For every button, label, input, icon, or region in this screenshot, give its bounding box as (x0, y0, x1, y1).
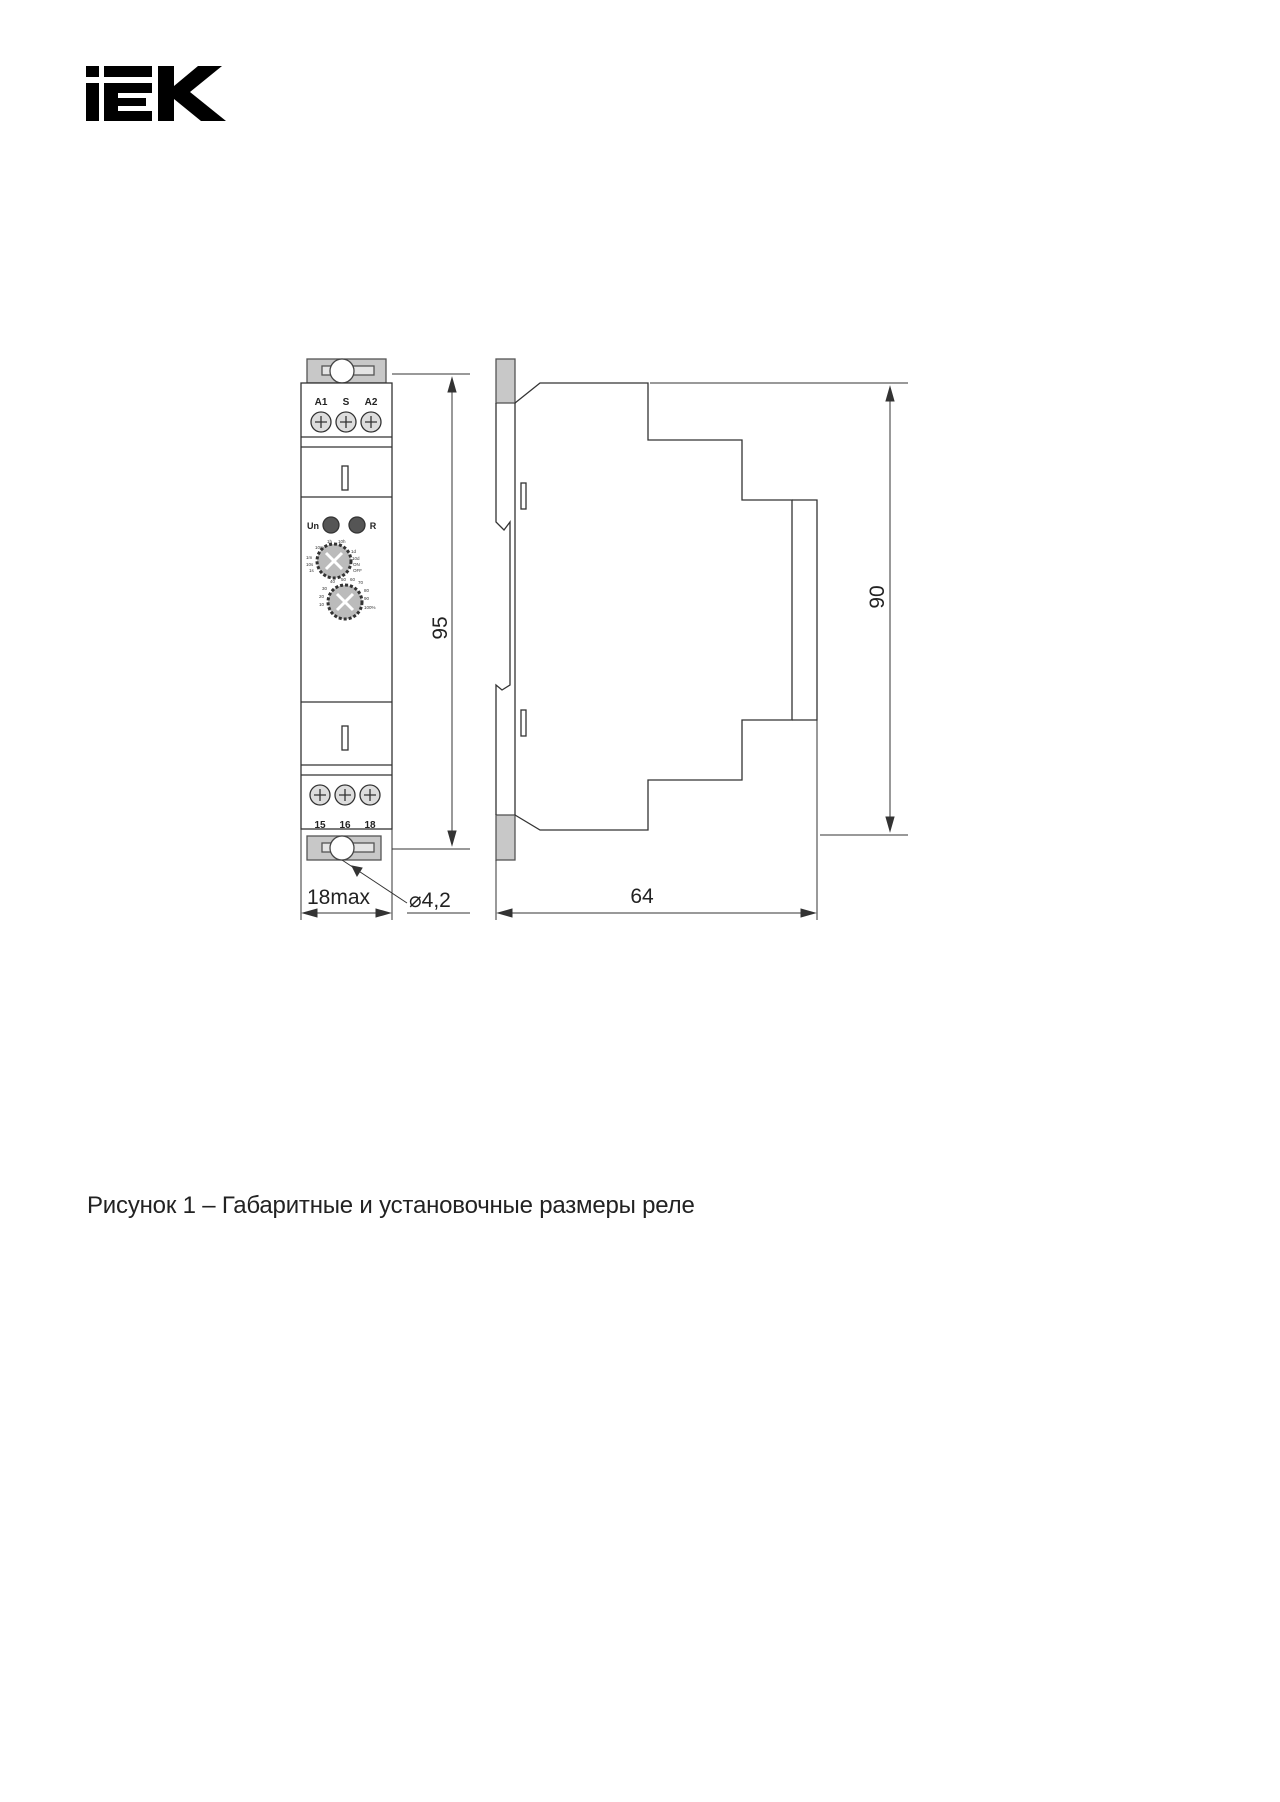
dial-percent-label: 60 (350, 577, 356, 582)
dial-time-label: 10s (306, 562, 314, 567)
terminal-15-label: 15 (314, 820, 326, 831)
terminal-a1-label: A1 (314, 397, 328, 408)
led-un-label: Un (307, 521, 319, 531)
dial-percent-label: 10 (319, 602, 325, 607)
dial-time-label: 10m (315, 545, 324, 550)
dial-time-label: OFF (353, 568, 362, 573)
dial-time-label: 1h (327, 539, 333, 544)
front-view (301, 359, 392, 860)
dial-percent-label: 90 (364, 596, 370, 601)
terminal-16-label: 16 (339, 820, 351, 831)
terminal-s-label: S (342, 397, 350, 408)
dial-time-label: 10h (338, 539, 346, 544)
dial-percent-label: 50 (341, 577, 347, 582)
dimension-hole-diameter: ⌀4,2 (409, 889, 451, 912)
dial-percent-label: 100% (364, 605, 376, 610)
dial-time-label: 1s (309, 568, 314, 573)
dial-time-label: 1m (306, 555, 313, 560)
led-r-label: R (369, 521, 377, 531)
dial-percent-label: 80 (364, 588, 370, 593)
terminal-a2-label: A2 (364, 397, 378, 408)
figure-caption: Рисунок 1 – Габаритные и установочные размеры реле (87, 1192, 695, 1219)
dimension-width-18max: 18max (307, 886, 371, 909)
terminal-18-label: 18 (364, 820, 376, 831)
dial-time-label: 10d (352, 556, 360, 561)
dial-percent-label: 20 (319, 594, 325, 599)
dial-percent-label: 30 (322, 586, 328, 591)
dial-time-label: ON (353, 562, 360, 567)
dimension-depth-64: 64 (630, 885, 654, 908)
side-view (496, 359, 817, 860)
dial-percent-label: 40 (330, 579, 336, 584)
dimension-height-95: 95 (429, 616, 452, 640)
dial-time-label: 1d (351, 549, 357, 554)
dial-percent-label: 70 (358, 580, 364, 585)
dimension-height-90: 90 (866, 585, 889, 609)
